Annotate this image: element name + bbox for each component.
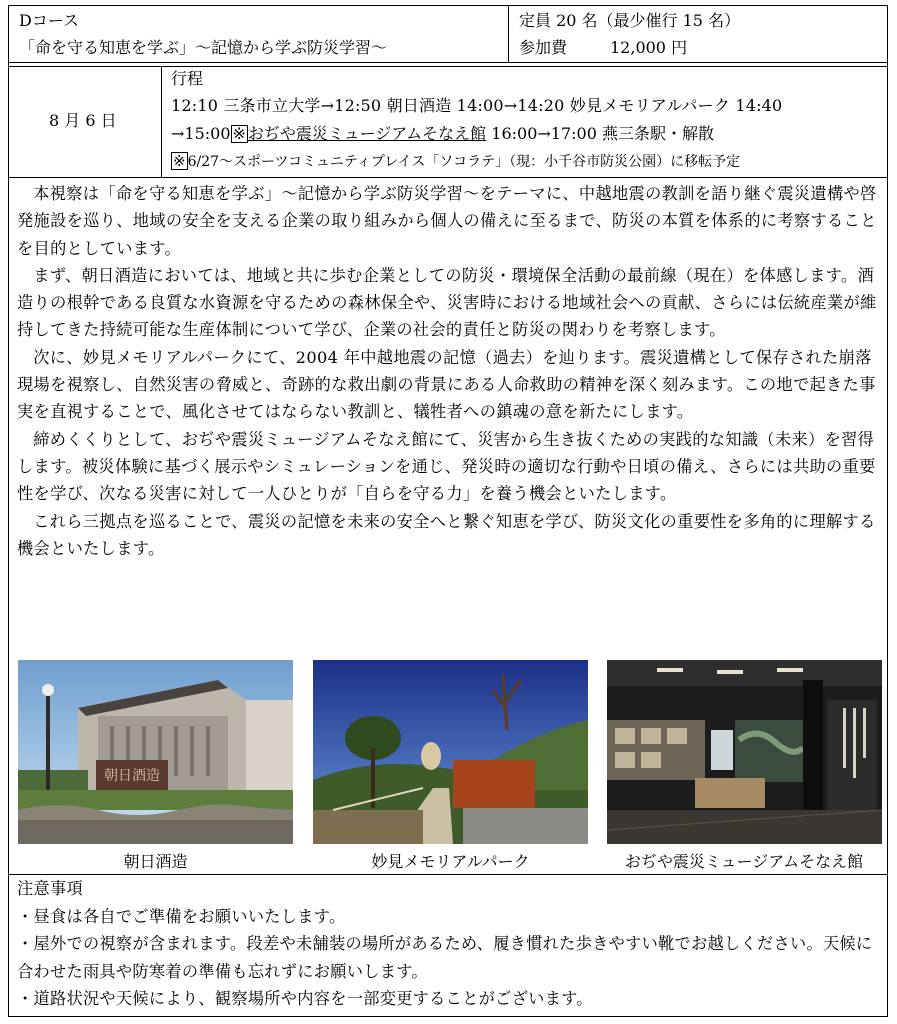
notes-section: [17, 875, 883, 1013]
description: [17, 180, 883, 562]
museum-link-text: おぢや震災ミュージアムそなえ館: [247, 124, 487, 143]
itinerary-end: 16:00→17:00 燕三条駅・解散: [486, 124, 714, 143]
description-paragraph: 締めくくりとして、おぢや震災ミュージアムそなえ館にて、災害から生き抜くための実践的な知識（未来）を習得します。被災体験に基づく展示やシミュレーションを通じ、発災時の適切な行動や日頃の備え、さらには共助の重要性を学び、次なる災害に対して一人ひとりが「自らを守る力」を養う機会といたします。: [17, 429, 876, 504]
description-paragraph: これら三拠点を巡ることで、震災の記憶を未来の安全へと繋ぐ知恵を学び、防災文化の重要性を多角的に理解する機会といたします。: [17, 511, 876, 558]
note-item: ・昼食は各自でご準備をお願いいたします。: [17, 906, 346, 926]
itinerary-heading: 行程: [171, 69, 204, 88]
fee-value: 12,000 円: [610, 38, 688, 57]
description-paragraph: 次に、妙見メモリアルパークにて、2004 年中越地震の記憶（過去）を辿ります。震災遺構として保存された崩落現場を視察し、自然災害の脅威と、奇跡的な救出劇の背景にある人命救助の精神を深く刻みます。この地で起きた事実を直視することで、風化させてはならない教訓と、犠牲者への鎮魂の意を新たにします。: [17, 347, 876, 422]
course-title: 「命を守る知恵を学ぶ」～記憶から学ぶ防災学習～: [19, 38, 388, 57]
itinerary-line-1: 12:10 三条市立大学→12:50 朝日酒造 14:00→14:20 妙見メモリアルパーク 14:40: [171, 96, 783, 115]
relocation-note-text: 6/27～スポーツコミュニティプレイス「ソコラテ」（現：小千谷市防災公園）に移転予定: [187, 154, 741, 170]
header-divider: [508, 6, 509, 62]
divider: [9, 177, 887, 178]
divider: [9, 62, 887, 63]
caption-brewery: 朝日酒造: [123, 852, 188, 871]
fee-label: 参加費: [519, 38, 568, 57]
caption-museum: おぢや震災ミュージアムそなえ館: [624, 852, 864, 871]
tour-date: 8 月 6 日: [49, 111, 117, 130]
divider: [9, 66, 887, 67]
course-code: Dコース: [19, 11, 80, 30]
note-mark: ※: [173, 152, 186, 170]
notes-heading: 注意事項: [17, 879, 83, 898]
brewery-sign: 朝日酒造: [104, 768, 160, 784]
note-item: ・屋外での視察が含まれます。段差や未舗装の場所があるため、履き慣れた歩きやすい靴でお越しください。天候に合わせた雨具や防寒着の準備も忘れずにお願いします。: [17, 934, 873, 981]
caption-memorial-park: 妙見メモリアルパーク: [371, 852, 530, 871]
itinerary-line-2: [171, 123, 714, 145]
description-paragraph: まず、朝日酒造においては、地域と共に歩む企業としての防災・環境保全活動の最前線（現在）を体感します。酒造りの根幹である良質な水資源を守るための森林保全や、災害時における地域社会への貢献、さらには伝統産業が維持してきた持続可能な生産体制について学び、企業の社会的責任と防災の関わりを考察します。: [17, 265, 877, 340]
note-item: ・道路状況や天候により、観察場所や内容を一部変更することがございます。: [17, 989, 593, 1008]
schedule-divider: [161, 66, 162, 177]
memorial-park-photo: [313, 660, 588, 844]
note-mark: ※: [232, 124, 246, 143]
museum-photo: [607, 660, 882, 844]
relocation-note: [171, 151, 740, 173]
brewery-photo: [18, 660, 293, 844]
course-sheet: [8, 5, 888, 1017]
capacity-text: 定員 20 名（最少催行 15 名）: [519, 11, 741, 30]
description-paragraph: 本視察は「命を守る知恵を学ぶ」～記憶から学ぶ防災学習～をテーマに、中越地震の教訓を語り継ぐ震災遺構や啓発施設を巡り、地域の安全を支える企業の取り組みから個人の備えに至るまで、防災の本質を体系的に考察することを目的としています。: [17, 184, 877, 258]
itinerary-time: →15:00: [171, 124, 231, 143]
